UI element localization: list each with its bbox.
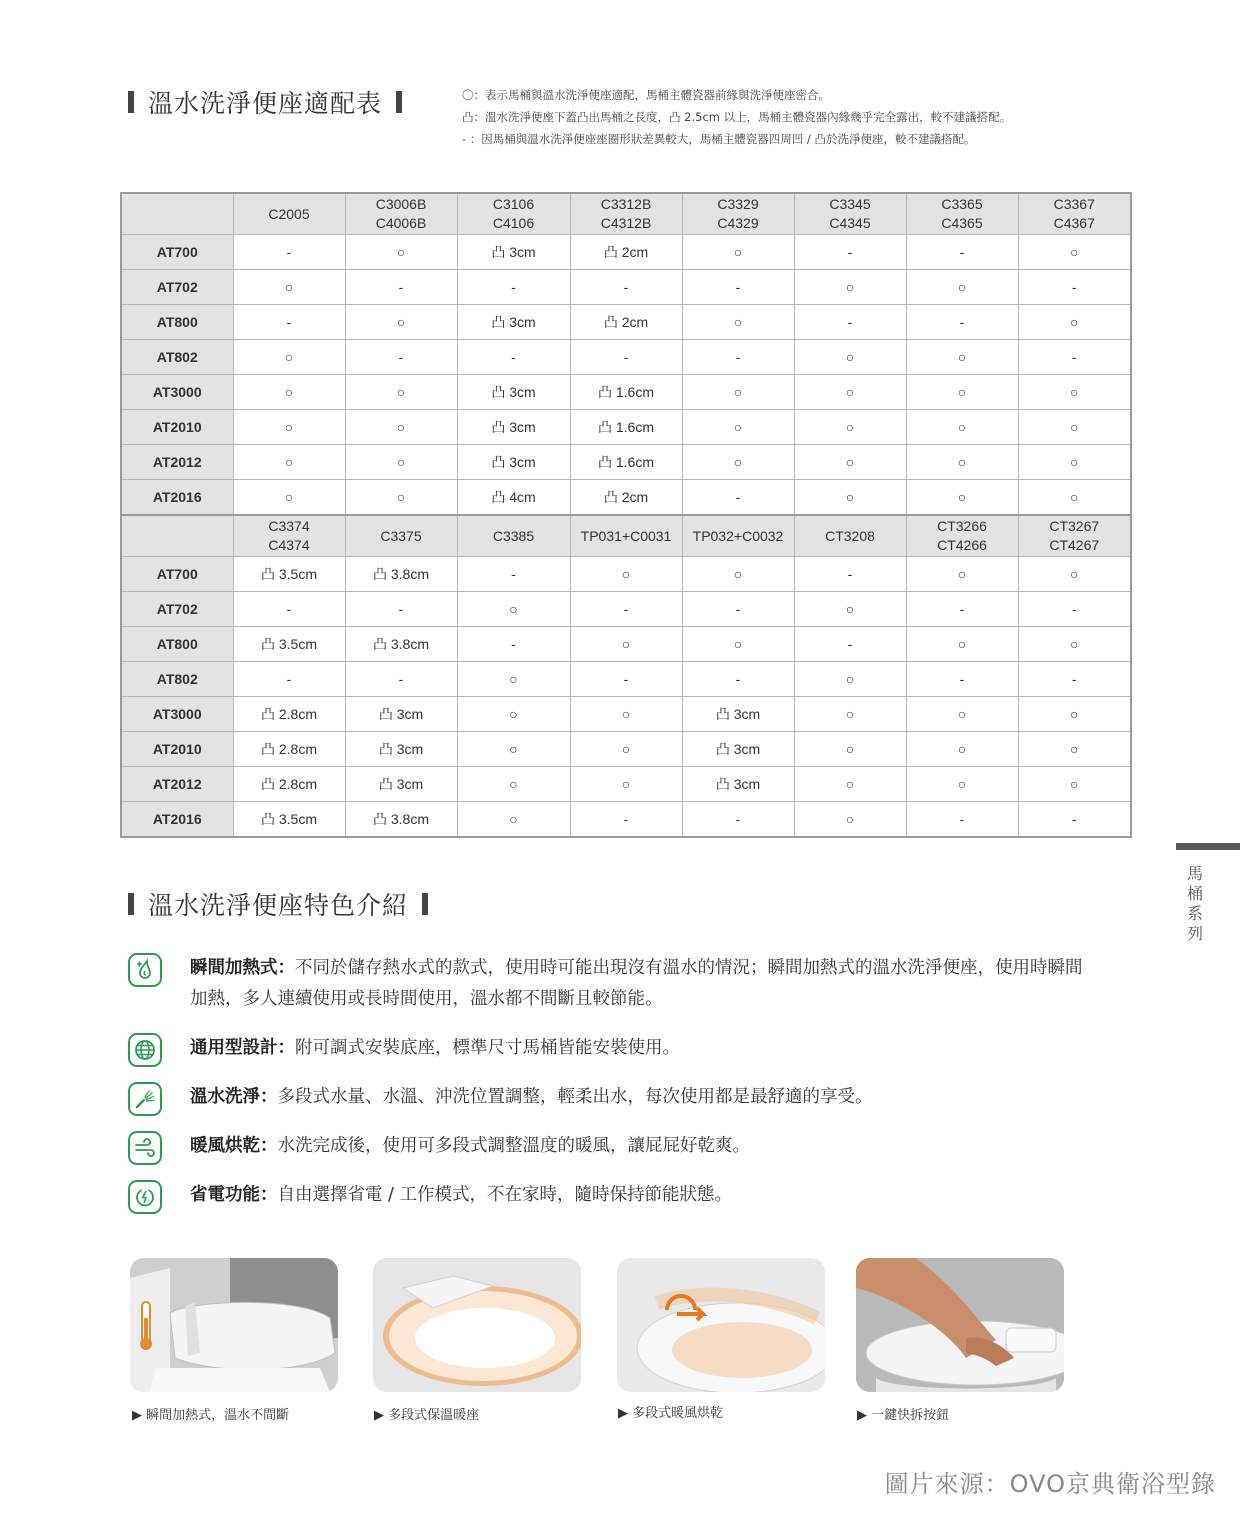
table-cell: ○ [906,410,1018,445]
table-cell: ○ [682,305,794,340]
row-header: AT800 [121,627,233,662]
table-cell: ○ [794,802,906,838]
table-cell: - [345,592,457,627]
fit-section-title-text: 溫水洗淨便座適配表 [148,89,383,118]
row-header: AT2010 [121,410,233,445]
table-cell: ○ [1018,627,1131,662]
table-cell: 凸 1.6cm [570,375,682,410]
legend-fit: 〇：表示馬桶與溫水洗淨便座適配，馬桶主體瓷器前緣與洗淨便座密合。 [462,88,830,102]
table-cell: ○ [682,410,794,445]
table-cell: 凸 3cm [682,732,794,767]
table-header-row [121,193,1131,235]
column-header: TP032+C0032 [682,515,794,557]
table-cell: - [1018,802,1131,838]
feature-text [190,1033,1090,1064]
legend-protrude: 凸：溫水洗淨便座下蓋凸出馬桶之長度，凸 2.5cm 以上，馬桶主體瓷器內緣幾乎完全露出，較不建議搭配。 [462,110,1012,124]
row-header: AT800 [121,305,233,340]
table-cell: 凸 3cm [457,410,570,445]
table-row [121,375,1131,410]
table-cell: ○ [906,340,1018,375]
table-cell: ○ [233,445,345,480]
table-cell: ○ [345,375,457,410]
features-section-title [128,886,428,922]
title-bar-left [128,91,134,113]
table-cell: 凸 4cm [457,480,570,516]
table-cell: ○ [1018,767,1131,802]
row-header: AT702 [121,270,233,305]
table-cell: - [906,235,1018,270]
row-header: AT2010 [121,732,233,767]
feature-desc: 水洗完成後，使用可多段式調整溫度的暖風，讓屁屁好乾爽。 [277,1136,750,1156]
table-cell: 凸 2cm [570,305,682,340]
table-header-row [121,515,1131,557]
photo-caption: ▶ 瞬間加熱式，溫水不間斷 [132,1408,290,1423]
table-cell: ○ [906,697,1018,732]
table-cell: ○ [794,697,906,732]
legend-mismatch: - ：因馬桶與溫水洗淨便座座圈形狀差異較大，馬桶主體瓷器四周凹 / 凸於洗淨便座，較不建議搭配。 [462,132,976,146]
title-bar-right [396,91,402,113]
table-cell: - [682,480,794,516]
table-cell: ○ [794,445,906,480]
fit-section-title [128,84,402,120]
table-cell: - [1018,340,1131,375]
table-cell: ○ [233,375,345,410]
table-cell: 凸 1.6cm [570,445,682,480]
table-cell: - [233,305,345,340]
table-row [121,557,1131,592]
table-cell: ○ [457,697,570,732]
table-cell: ○ [682,445,794,480]
table-cell: 凸 3.5cm [233,627,345,662]
column-header: CT3208 [794,515,906,557]
feature-text [190,1131,1090,1162]
title-bar-right [422,893,428,915]
row-header: AT2016 [121,480,233,516]
table-cell: 凸 3cm [457,305,570,340]
table-cell: - [682,662,794,697]
table-cell: 凸 2.8cm [233,732,345,767]
table-cell: ○ [794,480,906,516]
feature-name: 暖風烘乾： [190,1136,278,1156]
table-cell: 凸 3.5cm [233,802,345,838]
table-cell: - [233,592,345,627]
table-row [121,627,1131,662]
column-header: C3329 C4329 [682,193,794,235]
row-header: AT2012 [121,445,233,480]
table-cell: - [906,305,1018,340]
table-cell: ○ [1018,445,1131,480]
table-cell: 凸 2.8cm [233,767,345,802]
table-cell: 凸 2.8cm [233,697,345,732]
table-cell: 凸 3.8cm [345,802,457,838]
column-header: C3345 C4345 [794,193,906,235]
table-cell: ○ [457,802,570,838]
feature-text [190,953,1090,1015]
table-cell: 凸 3cm [682,767,794,802]
table-cell: ○ [570,697,682,732]
compatibility-table [120,192,1132,838]
table-cell: ○ [682,235,794,270]
table-cell: - [457,340,570,375]
table-cell: ○ [1018,375,1131,410]
table-cell: - [570,802,682,838]
column-header: C3365 C4365 [906,193,1018,235]
row-header: AT3000 [121,375,233,410]
table-cell: ○ [794,410,906,445]
row-header: AT702 [121,592,233,627]
title-bar-left [128,893,134,915]
table-cell: ○ [682,375,794,410]
table-cell: - [345,662,457,697]
table-cell: 凸 3cm [345,767,457,802]
table-row [121,767,1131,802]
power-saving-icon [128,1180,162,1214]
table-cell: - [345,340,457,375]
feature-power-saving [128,1180,1090,1214]
column-header: C3006B C4006B [345,193,457,235]
legend [462,84,1011,150]
table-cell: ○ [906,732,1018,767]
table-cell: 凸 3cm [345,732,457,767]
table-row [121,305,1131,340]
table-cell: 凸 2cm [570,480,682,516]
photo-caption: ▶ 多段式暖風烘乾 [618,1406,724,1421]
feature-desc: 不同於儲存熱水式的款式，使用時可能出現沒有溫水的情況；瞬間加熱式的溫水洗淨便座，使用時瞬間加熱，多人連續使用或長時間使用，溫水都不間斷且較節能。 [190,958,1083,1009]
table-cell: - [457,557,570,592]
globe-icon [128,1033,162,1067]
table-cell: ○ [794,662,906,697]
table-cell: 凸 3.8cm [345,557,457,592]
table-cell: ○ [906,767,1018,802]
table-cell: ○ [570,627,682,662]
column-header: C3106 C4106 [457,193,570,235]
table-cell: - [457,270,570,305]
table-cell: - [570,270,682,305]
table-cell: - [682,802,794,838]
feature-instant-heating [128,953,1090,1015]
table-row [121,732,1131,767]
flame-drop-icon [128,953,162,987]
table-cell: ○ [233,340,345,375]
features-section-title-text: 溫水洗淨便座特色介紹 [148,891,409,920]
feature-desc: 多段式水量、水溫、沖洗位置調整，輕柔出水，每次使用都是最舒適的享受。 [277,1087,873,1107]
table-cell: - [682,270,794,305]
table-cell: 凸 3.5cm [233,557,345,592]
table-cell: ○ [233,270,345,305]
feature-warm-wash [128,1082,1090,1116]
table-cell: - [1018,662,1131,697]
table-row [121,802,1131,838]
table-cell: ○ [794,270,906,305]
table-cell: ○ [1018,305,1131,340]
column-header: C3385 [457,515,570,557]
table-cell: - [794,305,906,340]
column-header: CT3267 CT4267 [1018,515,1131,557]
table-cell: ○ [906,480,1018,516]
table-cell: - [1018,592,1131,627]
column-header: C3367 C4367 [1018,193,1131,235]
table-cell: ○ [906,557,1018,592]
table-cell: - [682,592,794,627]
table-row [121,235,1131,270]
column-header: TP031+C0031 [570,515,682,557]
table-row [121,480,1131,516]
feature-name: 省電功能： [190,1185,278,1205]
photo-caption: ▶ 多段式保溫暖座 [374,1408,480,1423]
table-cell: ○ [906,270,1018,305]
table-cell: - [794,235,906,270]
table-cell: - [794,557,906,592]
table-cell: 凸 3.8cm [345,627,457,662]
table-cell: ○ [570,732,682,767]
feature-desc: 自由選擇省電 / 工作模式，不在家時，隨時保持節能狀態。 [277,1185,733,1205]
table-cell: - [345,270,457,305]
column-header: C3374 C4374 [233,515,345,557]
table-cell: 凸 3cm [682,697,794,732]
row-header: AT802 [121,662,233,697]
table-cell: ○ [794,767,906,802]
water-spray-icon [128,1082,162,1116]
row-header: AT2012 [121,767,233,802]
side-tab-bar [1176,843,1240,850]
table-cell: ○ [570,557,682,592]
table-cell: ○ [794,732,906,767]
feature-desc: 附可調式安裝底座，標準尺寸馬桶皆能安裝使用。 [295,1038,680,1058]
table-cell: ○ [906,445,1018,480]
table-cell: ○ [233,410,345,445]
table-cell: - [682,340,794,375]
table-cell: ○ [457,732,570,767]
table-cell: - [233,662,345,697]
table-cell: ○ [345,305,457,340]
table-cell: - [570,662,682,697]
table-cell: ○ [570,767,682,802]
row-header: AT3000 [121,697,233,732]
table-cell: ○ [1018,732,1131,767]
photo-heated-seat [373,1258,581,1392]
photo-quick-release [856,1258,1064,1392]
table-cell: ○ [794,340,906,375]
table-cell: ○ [682,557,794,592]
feature-name: 通用型設計： [190,1038,295,1058]
table-cell: 凸 2cm [570,235,682,270]
table-cell: ○ [1018,480,1131,516]
table-corner-cell [121,515,233,557]
table-cell: 凸 3cm [345,697,457,732]
feature-name: 瞬間加熱式： [190,958,295,978]
table-cell: ○ [794,375,906,410]
feature-warm-air-dry [128,1131,1090,1165]
column-header: C2005 [233,193,345,235]
table-cell: ○ [457,592,570,627]
table-cell: ○ [682,627,794,662]
feature-name: 溫水洗淨： [190,1087,278,1107]
table-row [121,697,1131,732]
row-header: AT2016 [121,802,233,838]
table-cell: - [906,592,1018,627]
table-cell: ○ [906,627,1018,662]
side-tab-label: 馬 桶 系 列 [1186,864,1203,943]
warm-air-icon [128,1131,162,1165]
table-cell: 凸 3cm [457,445,570,480]
table-row [121,445,1131,480]
table-cell: ○ [794,592,906,627]
photo-caption: ▶ 一鍵快拆按鈕 [857,1408,950,1423]
table-cell: ○ [1018,410,1131,445]
feature-text [190,1180,1090,1211]
table-row [121,270,1131,305]
table-cell: - [906,802,1018,838]
table-row [121,410,1131,445]
table-cell: ○ [906,375,1018,410]
row-header: AT700 [121,235,233,270]
table-cell: - [570,592,682,627]
table-cell: ○ [345,235,457,270]
table-cell: 凸 3cm [457,375,570,410]
table-cell: - [457,627,570,662]
table-cell: - [233,235,345,270]
table-row [121,340,1131,375]
row-header: AT700 [121,557,233,592]
column-header: C3375 [345,515,457,557]
table-corner-cell [121,193,233,235]
column-header: C3312B C4312B [570,193,682,235]
table-row [121,662,1131,697]
table-cell: ○ [1018,557,1131,592]
table-cell: ○ [457,662,570,697]
column-header: CT3266 CT4266 [906,515,1018,557]
table-cell: ○ [1018,697,1131,732]
feature-text [190,1082,1090,1113]
table-cell: ○ [345,445,457,480]
table-cell: ○ [233,480,345,516]
row-header: AT802 [121,340,233,375]
photo-instant-heating [130,1258,338,1392]
table-cell: ○ [345,480,457,516]
table-cell: 凸 1.6cm [570,410,682,445]
table-cell: - [1018,270,1131,305]
table-cell: - [906,662,1018,697]
table-cell: - [570,340,682,375]
photo-warm-air-dry [617,1258,825,1392]
table-cell: - [794,627,906,662]
table-cell: ○ [345,410,457,445]
table-cell: ○ [457,767,570,802]
table-cell: 凸 3cm [457,235,570,270]
table-row [121,592,1131,627]
feature-universal-design [128,1033,1090,1067]
image-source-note: 圖片來源：OVO京典衛浴型錄 [884,1470,1216,1498]
table-cell: ○ [1018,235,1131,270]
